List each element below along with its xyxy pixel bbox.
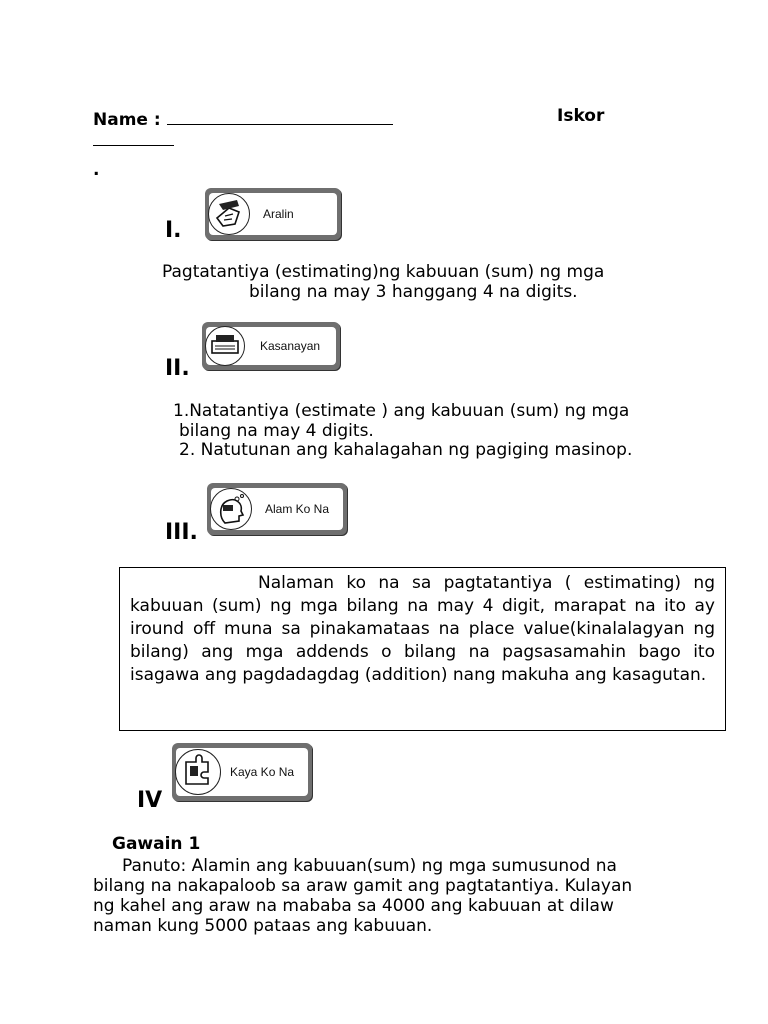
kaya-ko-na-badge-label: Kaya Ko Na xyxy=(230,765,295,779)
gawain-instruction-line-3: ng kahel ang araw na mababa sa 4000 ang kabuuan at dilaw xyxy=(93,896,614,916)
section-numeral-ii: II. xyxy=(165,356,190,381)
puzzle-hands-icon xyxy=(175,749,221,795)
stray-dot: . xyxy=(93,160,100,180)
aralin-text-line-1: Pagtatantiya (estimating)ng kabuuan (sum) ng mga xyxy=(162,262,605,282)
gawain-instruction-line-1: Panuto: Alamin ang kabuuan(sum) ng mga sumusunod na xyxy=(122,856,617,876)
gawain-title: Gawain 1 xyxy=(112,834,201,854)
alam-ko-na-badge-label: Alam Ko Na xyxy=(265,502,330,516)
alam-ko-na-text: Nalaman ko na sa pagtatantiya ( estimating) ng kabuuan (sum) ng mga bilang na may 4 digit, marapat na ito ay iround off muna sa pinakamataas na place value(kinalalagyan ng bilang) ang mga addends o bilang na pagsasamahin bago ito isagawa ang pagdadagdag (addition) nang makuha ang kasagutan. xyxy=(130,573,715,685)
writing-hand-icon xyxy=(208,193,250,235)
name-field xyxy=(93,106,393,130)
alam-ko-na-badge xyxy=(207,483,347,535)
alam-ko-na-box xyxy=(119,567,726,731)
aralin-badge xyxy=(205,188,341,240)
kasanayan-badge xyxy=(202,322,340,370)
name-blank-line xyxy=(167,106,393,125)
kasanayan-text-line-1: 1.Natatantiya (estimate ) ang kabuuan (sum) ng mga xyxy=(173,401,630,421)
score-blank-line xyxy=(93,128,174,146)
name-label: Name : xyxy=(93,110,161,130)
kasanayan-text-line-3: 2. Natutunan ang kahalagahan ng pagiging masinop. xyxy=(179,440,633,460)
typewriter-icon xyxy=(205,326,245,366)
aralin-text-line-2: bilang na may 3 hanggang 4 na digits. xyxy=(249,282,578,302)
kaya-ko-na-badge xyxy=(172,743,312,801)
kasanayan-text-line-2: bilang na may 4 digits. xyxy=(179,421,374,441)
thinking-head-icon xyxy=(210,488,252,530)
gawain-instruction-line-4: naman kung 5000 pataas ang kabuuan. xyxy=(93,916,433,936)
section-numeral-iii: III. xyxy=(165,520,198,545)
aralin-badge-label: Aralin xyxy=(263,207,294,221)
score-label: Iskor xyxy=(557,106,605,126)
section-numeral-iv: IV xyxy=(137,788,163,813)
kasanayan-badge-label: Kasanayan xyxy=(260,339,321,353)
section-numeral-i: I. xyxy=(165,218,182,243)
gawain-instruction-line-2: bilang na nakapaloob sa araw gamit ang pagtatantiya. Kulayan xyxy=(93,876,633,896)
